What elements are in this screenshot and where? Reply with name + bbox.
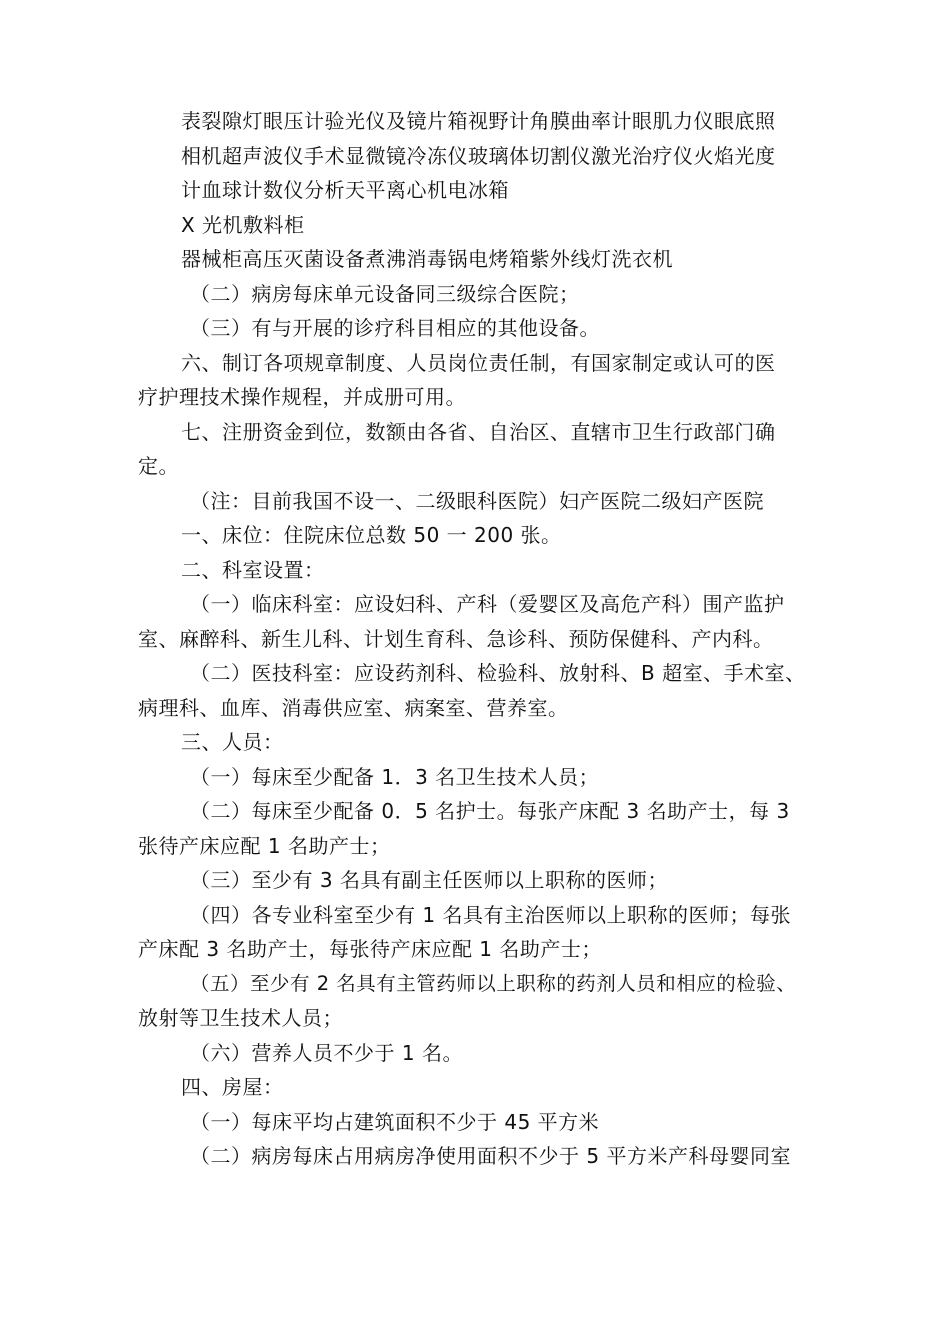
document-body	[138, 104, 806, 1174]
text-line: 一、床位：住院床位总数 50 一 200 张。	[181, 523, 562, 547]
text-line: 相机超声波仪手术显微镜冷冻仪玻璃体切割仪激光治疗仪火焰光度	[181, 143, 776, 168]
text-line: （一）每床平均占建筑面积不少于 45 平方米	[190, 1109, 600, 1134]
text-line: 六、制订各项规章制度、人员岗位责任制，有国家制定或认可的医	[181, 350, 776, 375]
text-line: 疗护理技术操作规程，并成册可用。	[138, 385, 466, 409]
text-line: （二）每床至少配备 0．5 名护士。每张产床配 3 名助产士，每 3	[190, 799, 790, 823]
text-line: 四、房屋：	[181, 1075, 284, 1099]
text-line: 三、人员：	[181, 730, 284, 754]
text-line: （二）病房每床占用病房净使用面积不少于 5 平方米产科母婴同室	[190, 1144, 791, 1168]
text-line: （二）病房每床单元设备同三级综合医院；	[190, 281, 580, 306]
text-line: 室、麻醉科、新生儿科、计划生育科、急诊科、预防保健科、产内科。	[138, 626, 774, 651]
text-line: 器械柜高压灭菌设备煮沸消毒锅电烤箱紫外线灯洗衣机	[181, 247, 673, 271]
text-line: （一）每床至少配备 1．3 名卫生技术人员；	[190, 764, 600, 789]
text-line: 张待产床应配 1 名助产士；	[138, 833, 391, 858]
text-line: 计血球计数仪分析天平离心机电冰箱	[181, 178, 509, 202]
text-line: X 光机敷料柜	[181, 212, 305, 237]
text-line: （四）各专业科室至少有 1 名具有主治医师以上职称的医师；每张	[190, 902, 791, 927]
text-line: 二、科室设置：	[181, 557, 325, 582]
text-line: （三）至少有 3 名具有副主任医师以上职称的医师；	[190, 868, 668, 892]
text-line: （二）医技科室：应设药剂科、检验科、放射科、B 超室、手术室、	[190, 661, 806, 685]
text-line: （三）有与开展的诊疗科目相应的其他设备。	[190, 316, 600, 340]
text-line: 产床配 3 名助产士，每张待产床应配 1 名助产士；	[138, 937, 602, 961]
text-line: （六）营养人员不少于 1 名。	[190, 1040, 463, 1065]
text-line: 七、注册资金到位，数额由各省、自治区、直辖市卫生行政部门确	[181, 419, 776, 444]
text-line: （五）至少有 2 名具有主管药师以上职称的药剂人员和相应的检验、	[190, 971, 797, 995]
text-line: （一）临床科室：应设妇科、产科（爱婴区及高危产科）围产监护	[190, 592, 785, 616]
text-line: 病理科、血库、消毒供应室、病案室、营养室。	[138, 695, 569, 720]
text-line: 定。	[138, 454, 179, 478]
text-line: （注：目前我国不设一、二级眼科医院）妇产医院二级妇产医院	[190, 488, 764, 513]
text-line: 放射等卫生技术人员；	[138, 1006, 343, 1030]
text-line: 表裂隙灯眼压计验光仪及镜片箱视野计角膜曲率计眼肌力仪眼底照	[181, 109, 776, 133]
